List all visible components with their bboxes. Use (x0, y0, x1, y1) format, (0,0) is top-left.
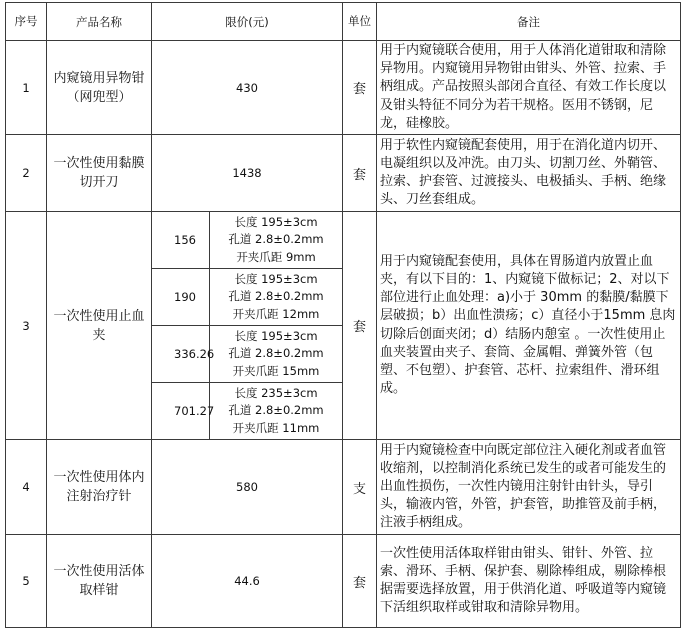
table-row (6, 212, 681, 269)
variant-spec (210, 212, 343, 269)
unit: 支 (343, 440, 377, 535)
row-no: 4 (6, 440, 47, 535)
table-row (6, 535, 681, 628)
header-unit: 单位 (343, 3, 377, 41)
table-row (6, 41, 681, 135)
variant-spec (210, 269, 343, 326)
variant-price: 701.27 (152, 383, 210, 440)
spec-clip-opening: 开夹爪距 15mm (232, 363, 320, 378)
unit: 套 (343, 212, 377, 440)
product-name: 一次性使用活体取样钳 (47, 535, 152, 628)
table-row (6, 135, 681, 212)
header-note: 备注 (377, 3, 681, 41)
spec-channel: 孔道 2.8±0.2mm (228, 346, 324, 361)
spec-clip-opening: 开夹爪距 9mm (236, 249, 316, 264)
variant-price: 156 (152, 212, 210, 269)
price-limit: 1438 (152, 135, 343, 212)
product-name: 一次性使用体内注射治疗针 (47, 440, 152, 535)
note: 用于内窥镜配套使用，具体在胃肠道内放置止血夹，有以下目的：1、内窥镜下做标记；2、对以下部位进行止血处理：a)小于 30mm 的黏膜/黏膜下层破损；b）出血性溃疡；c）直径小于15mm 息肉切除后创面夹闭；d）结肠内憩室 。一次性使用止血夹装置由夹子、套筒、金属帽、弹簧外管（包塑、不包塑）、护套管、芯杆、拉索组件、滑环组成。 (377, 212, 681, 440)
note: 用于内窥镜联合使用，用于人体消化道钳取和清除异物用。内窥镜用异物钳由钳头、外管、拉索、手柄组成。产品按照头部闭合直径、有效工作长度以及钳头特征不同分为若干规格。医用不锈钢，尼龙，硅橡胶。 (377, 41, 681, 135)
variant-spec (210, 326, 343, 383)
row-no: 3 (6, 212, 47, 440)
unit: 套 (343, 41, 377, 135)
spec-length: 长度 195±3cm (234, 214, 318, 229)
product-name: 一次性使用止血夹 (47, 212, 152, 440)
unit: 套 (343, 135, 377, 212)
spec-length: 长度 195±3cm (234, 328, 318, 343)
header-no: 序号 (6, 3, 47, 41)
unit: 套 (343, 535, 377, 628)
table-row (6, 440, 681, 535)
spec-length: 长度 235±3cm (234, 385, 318, 400)
header-row (6, 3, 681, 41)
price-limit: 580 (152, 440, 343, 535)
row-no: 5 (6, 535, 47, 628)
row-no: 1 (6, 41, 47, 135)
price-limit-table (5, 2, 681, 628)
price-limit: 44.6 (152, 535, 343, 628)
header-product-name: 产品名称 (47, 3, 152, 41)
variant-price: 336.26 (152, 326, 210, 383)
price-limit: 430 (152, 41, 343, 135)
variant-spec (210, 383, 343, 440)
product-name: 内窥镜用异物钳（网兜型） (47, 41, 152, 135)
note: 一次性使用活体取样钳由钳头、钳针、外管、拉索、滑环、手柄、保护套、剔除棒组成，剔除棒根据需要选择放置，用于供消化道、呼吸道等内窥镜下活组织取样或钳取和清除异物用。 (377, 535, 681, 628)
note: 用于软性内窥镜配套使用，用于在消化道内切开、电凝组织以及冲洗。由刀头、切割刀丝、外鞘管、拉索、护套管、过渡接头、电极插头、手柄、绝缘头、刀丝套组成。 (377, 135, 681, 212)
product-name: 一次性使用黏膜切开刀 (47, 135, 152, 212)
spec-channel: 孔道 2.8±0.2mm (228, 289, 324, 304)
spec-clip-opening: 开夹爪距 11mm (232, 420, 320, 435)
header-price-limit: 限价(元) (152, 3, 343, 41)
spec-channel: 孔道 2.8±0.2mm (228, 403, 324, 418)
spec-length: 长度 195±3cm (234, 271, 318, 286)
variant-price: 190 (152, 269, 210, 326)
note: 用于内窥镜检查中向既定部位注入硬化剂或者血管收缩剂，以控制消化系统已发生的或者可能发生的出血性损伤，一次性内镜用注射针由针头，导引头，输液内管，外管，护套管，助推管及前手柄，注液手柄组成。 (377, 440, 681, 535)
spec-channel: 孔道 2.8±0.2mm (228, 232, 324, 247)
spec-clip-opening: 开夹爪距 12mm (232, 306, 320, 321)
row-no: 2 (6, 135, 47, 212)
